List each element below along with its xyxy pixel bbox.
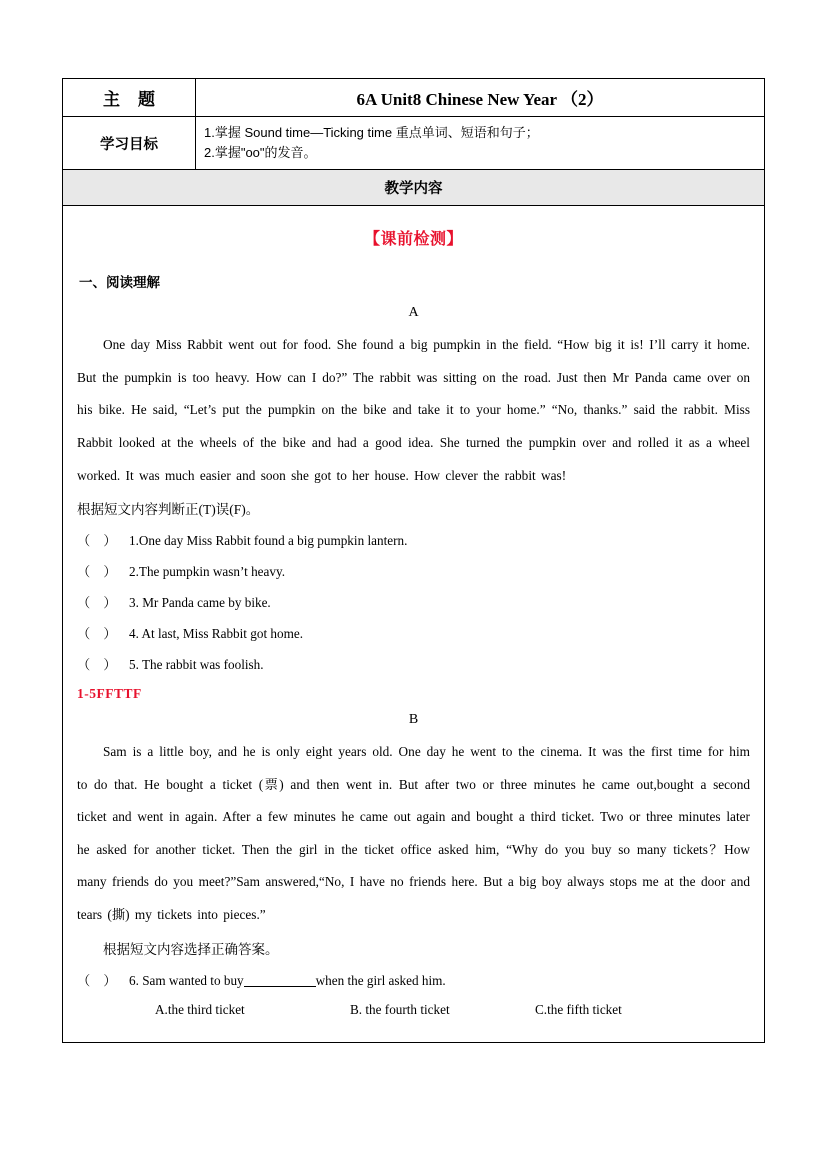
pre-class-check-title: 【课前检测】: [363, 231, 463, 249]
part-a-letter: A: [408, 305, 419, 321]
learning-goal-item-2: 2.掌握"oo"的发音。: [204, 145, 317, 161]
learning-goal-item-1: 1.掌握 Sound time—Ticking time 重点单词、短语和句子；: [204, 125, 539, 140]
section-heading-row: [63, 170, 764, 206]
question-text: 2.The pumpkin wasn’t heavy.: [129, 564, 286, 580]
question-text: 6. Sam wanted to buy: [129, 972, 244, 988]
answer-blank-2[interactable]: （ ）: [77, 564, 117, 580]
goal-value-cell: [196, 117, 764, 169]
part-b-passage: Sam is a little boy, and he is only eight years old. One day he went to the cinema. It was the first time for him to do that. He bought a ticket (票) and then went in. But after two or three minutes he came out,bought a second ticket and went in again. After a few minutes he came out again and bought a third ticket. Two or three minutes later he asked for another ticket. Then the girl in the ticket office asked him, “Why do you buy so many tickets？How many friends do you meet?”Sam answered,“No, I have no friends here. But a big boy always stops me at the door and tears (撕) my tickets into pieces.”: [77, 744, 750, 923]
part-a-question-4: [77, 618, 750, 649]
part-a-question-list: [77, 525, 750, 680]
answer-blank-4[interactable]: （ ）: [77, 626, 117, 642]
part-a-instruction: 根据短文内容判断正(T)误(F)。: [77, 502, 260, 518]
question-text: 3. Mr Panda came by bike.: [129, 595, 271, 611]
part-a-question-1: [77, 525, 750, 556]
content-area: [63, 206, 764, 1041]
fill-blank[interactable]: [244, 986, 316, 987]
choice-c[interactable]: C.the fifth ticket: [535, 1001, 622, 1017]
page-title: 6A Unit8 Chinese New Year （2）: [356, 90, 604, 109]
part-a-question-5: [77, 649, 750, 680]
section-heading: 教学内容: [384, 181, 443, 198]
learning-goal-label: 学习目标: [100, 136, 158, 153]
part-a-answer-key: 1-5FFTTF: [77, 686, 142, 702]
topic-label: 主题: [103, 90, 173, 109]
choice-a[interactable]: A.the third ticket: [155, 1001, 245, 1017]
part-b-letter: B: [408, 712, 419, 728]
part-a-passage: One day Miss Rabbit went out for food. She found a big pumpkin in the field. “How big it is! I’ll carry it home. But the pumpkin is too heavy. How can I do?” The rabbit was sitting on the road. Just then Mr Panda came over on his bike. He said, “Let’s put the pumpkin on the bike and take it to your home.” “No, thanks.” said the rabbit. Miss Rabbit looked at the wheels of the bike and had a good idea. She turned the pumpkin over and rolled it as a wheel worked. It was much easier and soon she got to her house. How clever the rabbit was!: [77, 337, 750, 483]
worksheet-document: [62, 78, 765, 1043]
answer-blank-1[interactable]: （ ）: [77, 533, 117, 549]
topic-value-cell: [196, 79, 764, 116]
part-b-choices: [77, 1002, 750, 1018]
goal-label-cell: [63, 117, 196, 169]
part-a-question-2: [77, 556, 750, 587]
question-text: 5. The rabbit was foolish.: [129, 657, 264, 673]
question-text-tail: when the girl asked him.: [315, 972, 446, 988]
reading-comprehension-heading: 一、阅读理解: [79, 275, 160, 291]
learning-goal-list: [204, 123, 539, 163]
question-text: 1.One day Miss Rabbit found a big pumpkin lantern.: [129, 533, 408, 549]
choice-b[interactable]: B. the fourth ticket: [350, 1001, 450, 1017]
part-b-instruction: 根据短文内容选择正确答案。: [103, 941, 279, 957]
part-a-question-3: [77, 587, 750, 618]
topic-row: [63, 79, 764, 117]
content-row: [63, 206, 764, 1041]
topic-label-cell: [63, 79, 196, 116]
goal-row: [63, 117, 764, 170]
answer-blank-3[interactable]: （ ）: [77, 595, 117, 611]
question-text: 4. At last, Miss Rabbit got home.: [129, 626, 304, 642]
answer-blank-6[interactable]: （ ）: [77, 972, 117, 988]
answer-blank-5[interactable]: （ ）: [77, 657, 117, 673]
part-b-question-6: [77, 965, 750, 996]
